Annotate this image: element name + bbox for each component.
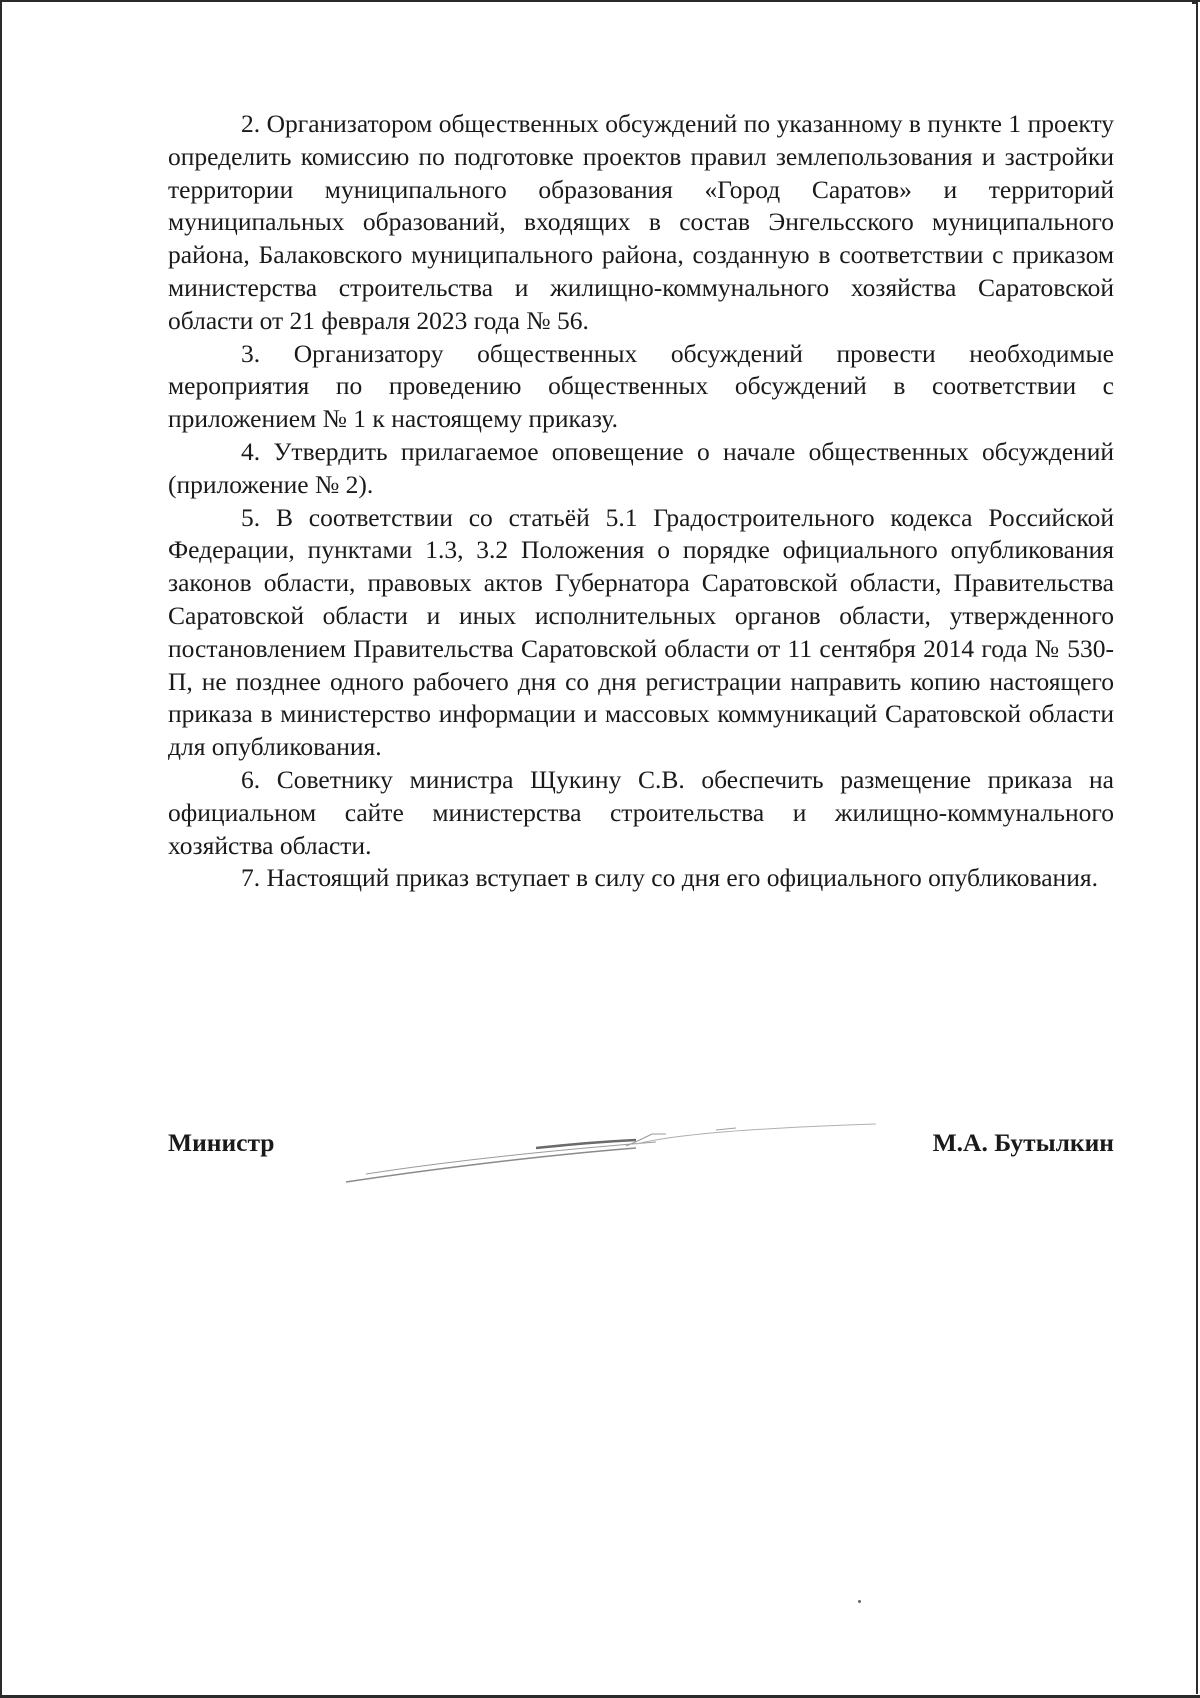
paragraph-6: 6. Советнику министра Щукину С.В. обеспечить размещение приказа на официальном сайте министерства строительства и жилищно-коммунального хозяйства области. bbox=[168, 764, 1114, 860]
paragraph-4: 4. Утвердить прилагаемое оповещение о начале общественных обсуждений (приложение № 2). bbox=[168, 436, 1114, 499]
signature-block bbox=[168, 1128, 1114, 1168]
document-body bbox=[168, 108, 1114, 895]
paragraph-3: 3. Организатору общественных обсуждений провести необходимые мероприятия по проведению общественных обсуждений в соответствии с приложением № 1 к настоящему приказу. bbox=[168, 338, 1114, 434]
paragraph-2: 2. Организатором общественных обсуждений по указанному в пункте 1 проекту определить комиссию по подготовке проектов правил землепользования и застройки территории муниципального образования «Город Саратов» и территорий муниципальных образований, входящих в состав Энгельсского муниципального района, Балаковского муниципального района, созданную в соответствии с приказом министерства строительства и жилищно-коммунального хозяйства Саратовской области от 21 февраля 2023 года № 56. bbox=[168, 109, 1114, 335]
scan-border-top bbox=[0, 0, 1200, 2]
scan-border-right bbox=[1192, 2, 1198, 1694]
signatory-position: Министр bbox=[168, 1128, 275, 1157]
signatory-name: М.А. Бутылкин bbox=[932, 1128, 1114, 1157]
paragraph-7: 7. Настоящий приказ вступает в силу со дня его официального опубликования. bbox=[241, 863, 1098, 893]
scan-speck bbox=[858, 1600, 861, 1603]
paragraph-5: 5. В соответствии со статьёй 5.1 Градостроительного кодекса Российской Федерации, пунктами 1.3, 3.2 Положения о порядке официального опубликования законов области, правовых актов Губернатора Саратовской области, Правительства Саратовской области и иных исполнительных органов области, утвержденного постановлением Правительства Саратовской области от 11 сентября 2014 года № 530-П, не позднее одного рабочего дня со дня регистрации направить копию настоящего приказа в министерство информации и массовых коммуникаций Саратовской области для опубликования. bbox=[168, 502, 1114, 762]
scan-border-left bbox=[0, 0, 2, 1698]
